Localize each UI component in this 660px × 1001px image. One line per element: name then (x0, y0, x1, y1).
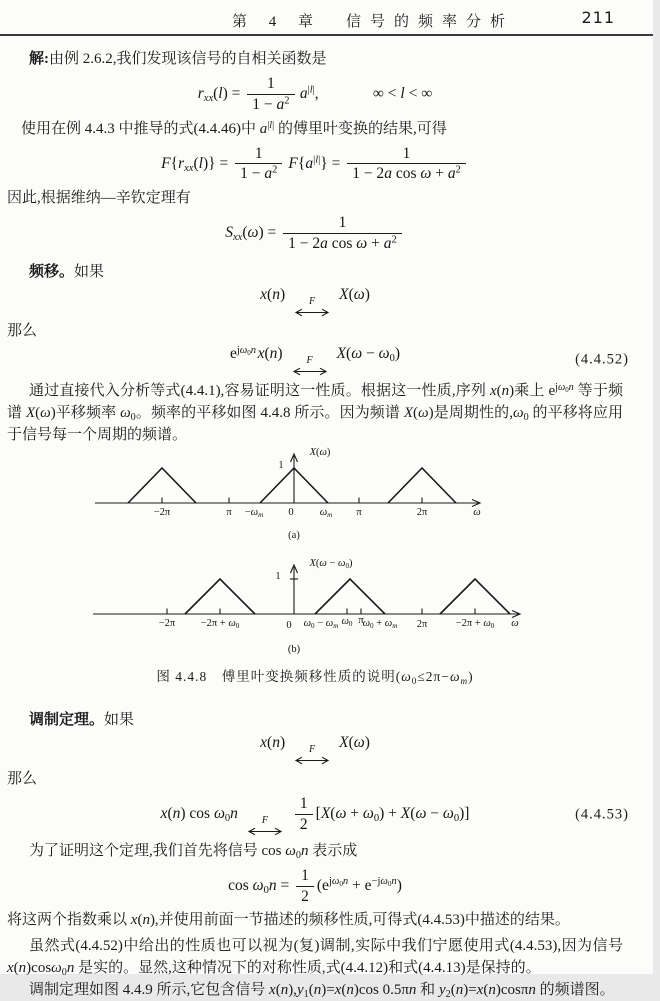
paragraph-then-1: 那么 (7, 322, 38, 339)
tick-label: −2π (153, 506, 171, 518)
paragraph-proof-intro: 为了证明这个定理,我们首先将信号 $\cos \omega_0n$ 表示成 (29, 842, 358, 861)
equation-cosine-identity: $\cos \omega_0n$ = $\frac{1}{2}$ $(e^{j\omega_0n} + e^{-j\omega_0n})$ (228, 866, 402, 905)
panel-label: (b) (287, 643, 301, 655)
spectrum-plot-b (7, 559, 660, 661)
fourier-transform-arrow: F (247, 816, 283, 836)
equation-power-spectrum: $S_{xx}(\omega)$ = $\frac{1}{1 - 2a \cos \omega + a^2}$ (7, 214, 623, 253)
tick-label: $-2\pi + \omega_0$ (455, 617, 495, 631)
fourier-transform-arrow: F (294, 745, 330, 765)
paragraph-ft-note: 使用在例 4.4.3 中推导的式(4.4.46)中 $a^{|l|}$ 的傅里叶变换的结果,可得 (21, 119, 447, 137)
tick-label: π (356, 506, 362, 518)
figure-caption: 图 4.4.8 傅里叶变换频移性质的说明$(\omega_0\le 2\pi-\omega_m)$ (156, 668, 474, 686)
equation-row-modulation (7, 794, 629, 836)
paragraph-proof-conclusion: 将这两个指数乘以 x(n),并使用前面一节描述的频移性质,可得式(4.4.53)中描述的结果。 (7, 912, 570, 929)
y-axis-title: X(ω) (309, 446, 331, 458)
tick-label: 2π (416, 618, 428, 630)
tick-label: $-2\pi + \omega_0$ (200, 617, 240, 631)
equation-ft-pair-1: x(n) F X(ω) (7, 286, 623, 317)
tick-label: 0 (286, 619, 292, 631)
paragraph-frequency-shift-explanation: 通过直接代入分析等式(4.4.1),容易证明这一性质。根据这一性质,序列 x(n)乘上 $e^{j\omega_0n}$ 等于频谱 X(ω)平移频率 $\omega_0$。频率的平移如图 4.4.8 所示。因为频谱 X(ω)是周期性的$,\omega_0$ 的平移将应用于信号每一个周期的频谱。 (7, 381, 623, 443)
page-number: 211 (581, 8, 615, 27)
panel-label: (a) (288, 529, 300, 541)
paragraph-wiener-khinchin: 因此,根据维纳—辛钦定理有 (7, 190, 191, 207)
amplitude-one-label: 1 (278, 459, 284, 471)
tick-label: $\omega_m$ (319, 506, 333, 520)
paragraph-modulation-theorem-heading: 调制定理。如果 (29, 711, 135, 728)
figure-4-4-8b (7, 559, 660, 661)
spectrum-triangle (315, 579, 385, 614)
equation-autocorrelation: $r_{xx}(l)$ = $\frac{1}{1 - a^2}$ $a^{|l|}$, ∞ < l < ∞ (197, 75, 433, 113)
amplitude-one-label: 1 (275, 570, 281, 582)
tick-label: π (358, 614, 364, 626)
tick-label: $\omega_0 - \omega_m$ (303, 617, 339, 631)
equation-row-frequency-shift (7, 344, 629, 376)
tick-label: −2π (158, 617, 176, 629)
chapter-title: 第 4 章 信号的频率分析 (232, 14, 515, 30)
equation-ft-of-autocorrelation: $F\{r_{xx}(l)\}$ = $\frac{1}{1 - a^2}$ $F\{a^{|l|}\}$ = $\frac{1}{1 - 2a \cos \omega + a^2}$ (7, 145, 623, 184)
equation-number: (4.4.52) (575, 351, 629, 368)
tick-label: $\omega_0 + \omega_m$ (362, 617, 398, 631)
page-body (0, 48, 653, 1001)
page-header (0, 0, 653, 36)
paragraph-solution-intro: 解:由例 2.6.2,我们发现该信号的自相关函数是 (29, 51, 327, 67)
x-axis-title: ω (473, 506, 481, 518)
paragraph-then-2: 那么 (7, 770, 38, 787)
paragraph-complex-modulation-note: 虽然式(4.4.52)中给出的性质也可以视为(复)调制,实际中我们宁愿使用式(4.4.53),因为信号 x(n)cosω$_0$n 是实的。显然,这种情况下的对称性质,式(4.4.12)和式(4.4.13)是保持的。 (7, 938, 623, 979)
figure-4-4-8a (7, 447, 660, 559)
x-axis-title: ω (511, 617, 519, 629)
fourier-transform-arrow: F (292, 356, 328, 376)
tick-label: $\omega_0$ (341, 615, 353, 629)
tick-label: 0 (288, 506, 294, 518)
equation-ft-pair-2: x(n) F X(ω) (7, 734, 623, 765)
spectrum-plot-a (7, 447, 660, 559)
tick-label: π (226, 506, 232, 518)
paragraph-frequency-shift-heading: 频移。如果 (29, 263, 105, 280)
equation-modulation-theorem: x(n) $\cos \omega_0n$ F $\frac{1}{2}$ $[X(\omega + \omega_0) + X(\omega - \omega_0)]$ (7, 795, 623, 836)
y-axis-title: $X(\omega - \omega_0)$ (309, 557, 353, 571)
tick-label: $-\omega_m$ (244, 506, 264, 520)
equation-number: (4.4.53) (575, 806, 629, 823)
paragraph-figure-449-reference: 调制定理如图 4.4.9 所示,它包含信号 $x(n),y_1(n)=x(n)\cos$ 0.5πn 和 $y_2(n)=x(n)\cos\pi n$ 的频谱图。 (29, 982, 615, 1001)
tick-label: 2π (416, 506, 428, 518)
fourier-transform-arrow: F (294, 297, 330, 317)
equation-frequency-shift: $e^{j\omega_0n}x(n)$ F $X(\omega - \omega_0)$ (7, 345, 623, 376)
